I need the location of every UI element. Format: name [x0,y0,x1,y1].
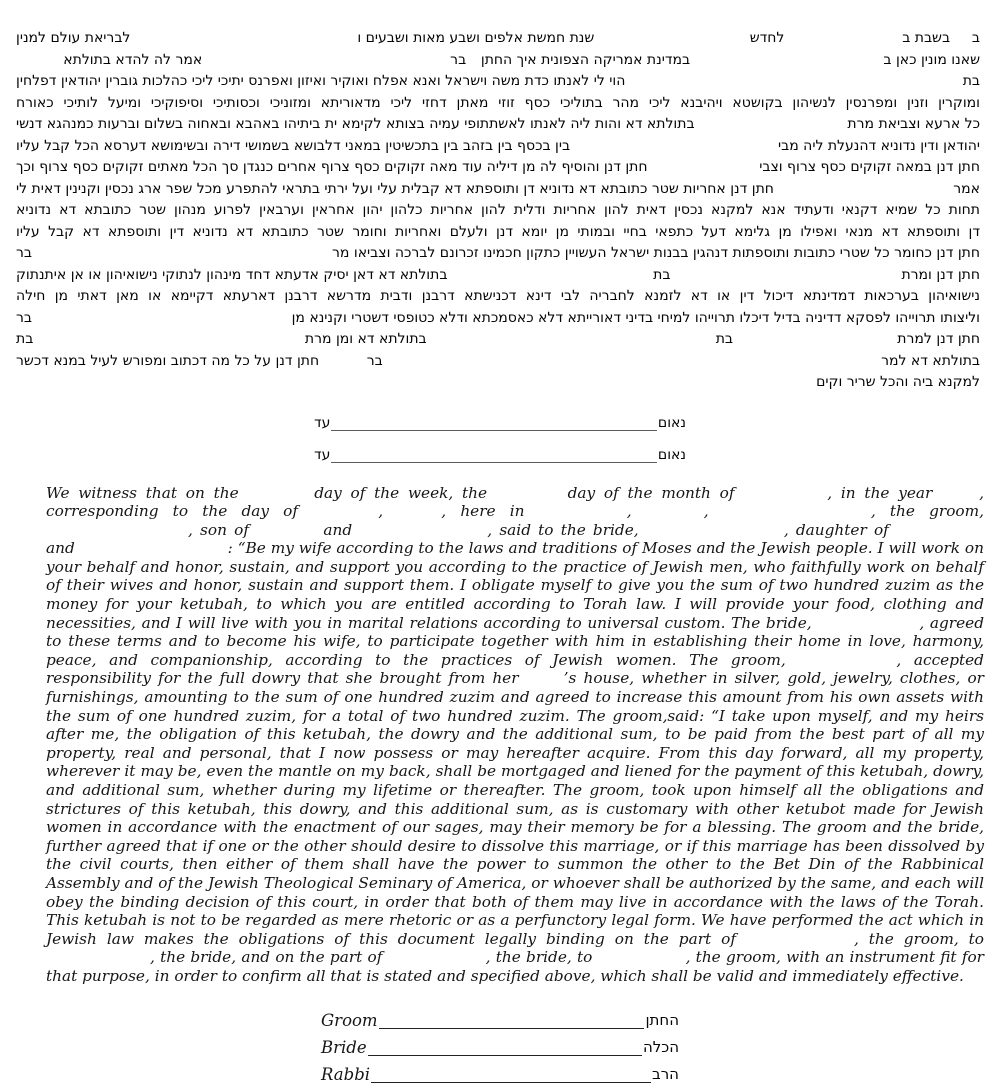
fill-in-blank [733,342,897,343]
fill-in-blank [319,364,367,365]
groom-label-english: Groom [321,1010,378,1030]
fill-in-blank [388,961,486,962]
fill-in-blank [746,943,854,944]
fill-in-blank [784,41,902,42]
hebrew-text-segment: בתולתא דא למר [881,352,980,369]
hebrew-line: תחות כל שמיא דקנאי ודעתיד אנא למקנא נכסין דאית להון אחריות ודלית להון אחריות כלהון יהון אחראין וערבאין לפרוע מנהון שטר כתובתא דא נדוניא [16,202,980,218]
fill-in-blank [539,515,627,516]
english-text-run: , in the year [827,483,942,502]
english-text-run: , [703,502,723,521]
signature-section [0,1010,1000,1083]
hebrew-line [16,28,980,50]
english-text-run: We witness that on the [46,483,248,502]
english-paragraph [46,484,984,986]
hebrew-text-segment: במדינת אמריקה הצפונית איך החתן [480,51,691,68]
fill-in-blank [16,63,63,64]
witness-row [314,410,686,431]
english-text-run: , the bride, and on the part of [150,948,388,967]
witness-signed-label: נאום [657,446,686,463]
hebrew-line [16,329,980,351]
hebrew-text-segment: יהודאן ודין נדוניא דהנעלת ליה מבי [777,137,980,154]
hebrew-line [16,372,980,394]
fill-in-blank [798,664,896,665]
fill-in-blank [247,497,305,498]
english-text-run: , said to the bride, [487,520,646,539]
english-text-run: day of the month of [558,483,744,502]
witness-row [314,442,686,463]
fill-in-blank [646,534,784,535]
hebrew-text-segment: חתן דנן ומרת [901,266,980,283]
fill-in-blank [359,534,487,535]
hebrew-text-segment: שנת חמשת אלפים ושבע מאות ושבעים ו [357,30,595,46]
english-text-run: , here in [441,502,539,521]
hebrew-text-segment: חתן דנן על כל מה דכתוב ומפורש לעיל במנא דכשר [16,352,320,369]
english-text-run: , the groom, with an instrument fit for that purpose, in order to confirm all that is stated and specified above, which shall be valid and immediately effective. [46,948,984,985]
hebrew-text-segment: למקנא ביה והכל שריר וקים [816,374,980,390]
english-text-run: , accepted responsibility for the full dowry that she brought from her [46,650,984,688]
fill-in-blank [80,552,228,553]
english-text-run: , [626,502,646,521]
witness-section [0,410,1000,463]
fill-in-blank [496,497,559,498]
fill-in-blank [130,41,357,42]
fill-in-blank [594,41,749,42]
hebrew-text-segment: בר [16,309,32,326]
groom-signature-row [321,1010,679,1029]
fill-in-blank [397,515,441,516]
hebrew-text-segment: בתולתא דא ומן מרת [304,331,427,347]
english-text-run: , agreed to these terms and to become his wife, to participate together with him in establishing their home in love, harmony, peace, and companionship, according to the practices of Jewish women. The groom, [46,613,984,669]
fill-in-blank [723,515,871,516]
hebrew-text-segment: בת [653,266,671,283]
english-text-run: and [46,539,80,558]
ketubah-document [0,28,1000,1087]
bride-label-english: Bride [321,1037,367,1057]
witness-signature-line[interactable] [331,415,657,431]
hebrew-line [16,157,980,179]
hebrew-text-segment: חתן דנן למרת [897,331,980,347]
groom-signature-line[interactable] [379,1015,645,1029]
english-text-run: , the groom, to [853,929,984,948]
hebrew-text-segment: בר [366,352,383,369]
hebrew-text-segment: בת [16,331,34,347]
fill-in-blank [695,127,848,128]
fill-in-blank [896,534,984,535]
english-text-run: : “Be my wife according to the laws and traditions of Moses and the Jewish people. I will work on your behalf and honor, sustain, and support you according to the practice of Jewish men, who faithfully work on behalf of their wives and honor, sustain and support them. I obligate myself to give you the sum of two hundred zuzim as the money for your ketubah, to which you are entitled according to Torah law. I will provide your food, clothing and necessities, and I will live with you in marital relations according to universal custom. The bride, [46,539,984,632]
hebrew-line [16,136,980,158]
hebrew-text-segment: בתולתא דא והות ליה לאנתו לאשתתופי עמיה בצותא לקימא ית ביתיהו באהבא ובאחוה בשלום וברעות כמנהגא דנשי [16,116,695,132]
hebrew-text-segment: כל ארעא וצביאת מרת [847,116,980,132]
english-text-run: and [316,520,360,539]
fill-in-blank [46,961,150,962]
hebrew-text-segment: אמר לה להדא בתולתא [63,51,203,68]
hebrew-text-segment: אמר [953,180,980,197]
english-text-run: , son of [188,520,257,539]
hebrew-line: דן ותוספתא דא מנאי ואפילו מן גלימא דעל כתפאי בחיי ובמותי מן יומא דנן ולעלם ואחריות וחומר שטר כתובתא דא נדוניא דין ותוספתא דא קבל עליו [16,223,980,240]
hebrew-text-segment: שאנו מונין כאן ב [883,51,980,68]
fill-in-blank [526,682,564,683]
hebrew-line [16,308,980,330]
hebrew-text-segment: בתולתא דא דאן יסיק אדעתא דחד מינהון לנתוקי נישואיהון או אן איתנתוק [16,266,448,283]
fill-in-blank [670,278,901,279]
rabbi-label-hebrew: הרב [652,1064,679,1083]
hebrew-text-segment: חתן דנן והוסיף לה מן דיליה עוד מאה זקוקים כסף צרוף אחרים כנגדן סך הכל מאתים זקוקים כסף צרוף וכך [16,159,648,175]
bride-signature-line[interactable] [368,1042,642,1056]
fill-in-blank [817,627,919,628]
fill-in-blank [32,321,292,322]
rabbi-signature-row [321,1064,679,1083]
hebrew-line [16,71,980,93]
fill-in-blank [256,534,316,535]
hebrew-line [16,265,980,287]
hebrew-line [16,114,980,136]
witness-signed-label: נאום [657,414,686,431]
hebrew-text-segment: בת [962,73,980,89]
hebrew-text-segment: הוי לי לאנתו כדת משה וישראל ואנא אפלח ואוקיר ואיזון ואפרנס יתיכי ליכי כהלכות גוברין יהודאין דפלחין [16,73,626,89]
fill-in-blank [427,342,716,343]
hebrew-text-segment: חתן דנן אחריות שטר כתובתא דא נדוניא דן ותוספתא דא קבלית עלי ועל ירתי בתראי להתפרע מכל שפר ארג נכסין וקנינין דאית לי [16,180,774,197]
hebrew-text-segment: חתן דנן במאה זקוקים כסף צרוף וצבי [759,159,980,175]
hebrew-line: ומוקרין וזנין ומפרנסין לנשיהון בקושטא ויהיבנא ליכי מהר בתוליכי כסף זוזי מאתן דחזי ליכי מדאוריתא ומזוניכי וכסותיכי וסיפוקיכי ומיעל לותיכי כאורח [16,94,980,111]
hebrew-text-block [16,28,980,394]
hebrew-text-segment: בת [715,331,734,347]
fill-in-blank [743,497,827,498]
fill-in-blank [625,84,962,85]
witness-label: עד [314,414,331,431]
fill-in-blank [32,256,332,257]
hebrew-line [16,351,980,373]
hebrew-line [16,179,980,201]
fill-in-blank [690,63,883,64]
fill-in-blank [598,961,686,962]
fill-in-blank [570,149,778,150]
fill-in-blank [447,278,653,279]
fill-in-blank [774,192,953,193]
english-text-run: , corresponding to the day of [46,483,984,521]
hebrew-text-segment: בר [16,245,32,261]
hebrew-line [16,50,980,72]
hebrew-text-segment: בין בכסף בין בזהב בין בתכשיטין במאני דלבושא בשמושי דירה ובשימושא דערסא הכל קבל עליו [16,137,571,154]
bride-signature-row [321,1037,679,1056]
hebrew-text-segment: לחדש [749,30,785,46]
groom-label-hebrew: החתן [645,1010,679,1029]
hebrew-text-segment: ב [971,30,980,46]
english-text-run: , the groom, [870,502,984,521]
fill-in-blank [383,364,881,365]
hebrew-text-segment: בשבת ב [902,30,951,46]
hebrew-text-segment: וליצותו תרוייהו לפסקא דדיניה בדיל דיכלו תרוייהו למיחי בדיני דאורייתא דלא כאסמכתא ודלא כטופסי דשטרי וקנינא מן [291,309,980,326]
rabbi-signature-line[interactable] [371,1069,651,1083]
english-text-run: , [378,502,398,521]
fill-in-blank [202,63,450,64]
fill-in-blank [941,497,979,498]
english-text-run: ’s house, whether in silver, gold, jewelry, clothes, or furnishings, amounting to the sum of one hundred zuzim and agreed to increase this amount from his own assets with the sum of one hundred zuzim, for a total of two hundred zuzim. The groom,said: “I take upon myself, and my heirs after me, the obligation of this ketubah, the dowry and the additional sum, to be paid from the best part of all my property, real and personal, that I now possess or may hereafter acquire. From this day forward, all my property, wherever it may be, even the mantle on my back, shall be mortgaged and liened for the payment of this ketubah, dowry, and additional sum, whether during my lifetime or thereafter. The groom, took upon himself all the obligations and strictures of this ketubah, this dowry, and this additional sum, as is customary with other ketubot made for Jewish women in accordance with the enactment of our sages, may their memory be for a blessing. The groom and the bride, further agreed that if one or the other should desire to dissolve this marriage, or if this marriage has been dissolved by the civil courts, then either of them shall have the power to summon the other to the Bet Din of the Rabbinical Assembly and of the Jewish Theological Seminary of America, or whoever shall be authorized by the same, and each will obey the binding decision of this court, in order that both of them may live in accordance with the laws of the Torah. This ketubah is not to be regarded as mere rhetoric or as a perfunctory legal form. We have performed the act which in Jewish law makes the obligations of this document legally binding on the part of [46,669,984,948]
english-text-run: day of the week, the [305,483,496,502]
fill-in-blank [950,41,972,42]
hebrew-line: נישואיהון בערכאות דמדינתא דיכול דין או דא לזמנא לחבריה לבי דינא דכנישתא דרבנן ודבית מדרשא דרבנן דארעתא דקיימא או מאן דאתי מן חילה [16,288,980,304]
fill-in-blank [46,534,188,535]
witness-label: עד [314,446,331,463]
rabbi-label-english: Rabbi [321,1064,371,1084]
fill-in-blank [466,63,481,64]
bride-label-hebrew: הכלה [642,1037,679,1056]
hebrew-text-segment: חתן דנן כחומר כל שטרי כתובות ותוספתות דנהגין בבנות ישראל העשויין כתקון חכמינו זכרונם לברכה וצביאו מר [332,245,980,261]
hebrew-text-segment: לבריאת עולם למנין [16,30,131,46]
hebrew-line [16,243,980,265]
fill-in-blank [312,515,378,516]
hebrew-text-segment: בר [450,51,467,68]
fill-in-blank [33,342,305,343]
english-text-run: , daughter of [783,520,896,539]
fill-in-blank [646,515,704,516]
fill-in-blank [648,170,760,171]
witness-signature-line[interactable] [331,447,657,463]
english-text-run: , the bride, to [485,948,598,967]
